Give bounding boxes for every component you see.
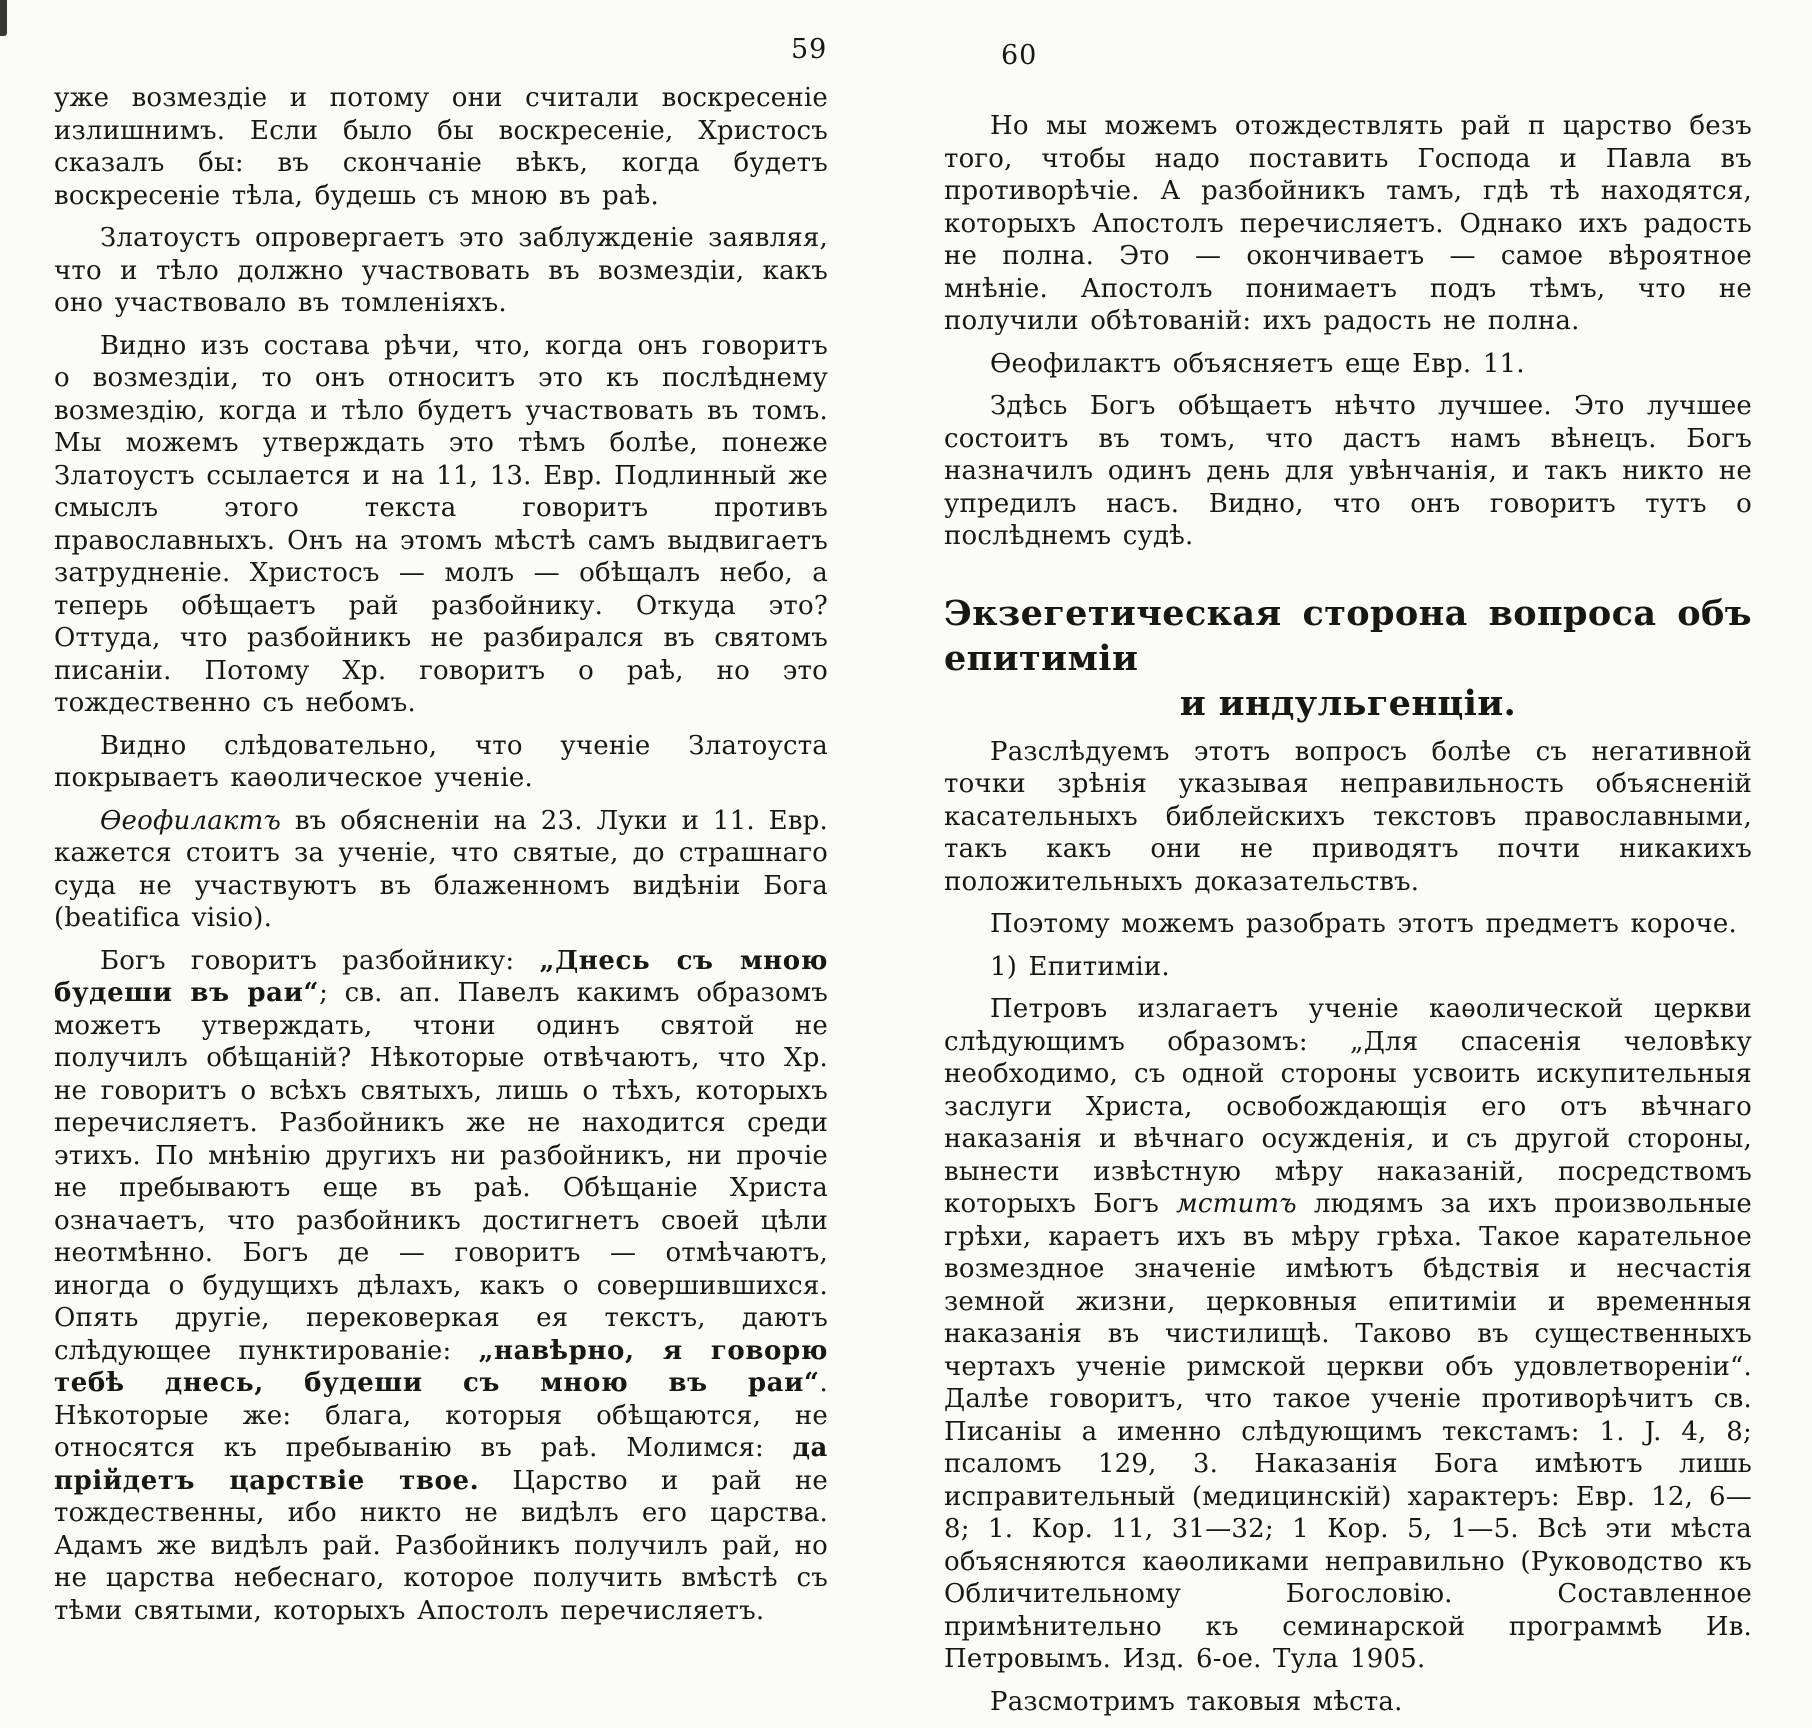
text-segment: . Нѣкоторые же: блага, которыя обѣщаются, не относятся къ пребыванію въ раѣ. Молимся:: [54, 1368, 828, 1463]
church-slavonic-quote: да прійдетъ царствіе твое.: [54, 1433, 828, 1496]
church-slavonic-quote: „Днесь съ мною будеши въ раи“: [54, 945, 828, 1008]
text-segment: Разсмотримъ таковыя мѣста.: [990, 1686, 1403, 1717]
page-number-60: 60: [1001, 40, 1038, 71]
paragraph: [54, 222, 828, 320]
section-heading-line-1: Экзегетическая сторона вопроса объ епитиміи: [944, 592, 1752, 679]
paragraph: [54, 945, 828, 1628]
text-segment: Царство и рай не тождественны, ибо никто не видѣлъ его царства. Адамъ же видѣлъ рай. Разбойникъ получилъ рай, но не царства небеснаго, которое получить вмѣстѣ съ тѣми святыми, которыхъ Апостолъ перечисляетъ.: [54, 1465, 828, 1626]
text-segment: уже возмездіе и потому они считали воскресеніе излишнимъ. Если было бы воскресеніе, Христосъ сказалъ бы: въ скончаніе вѣкъ, когда будетъ воскресеніе тѣла, будешь съ мною въ раѣ.: [54, 83, 828, 211]
scan-artifact-mark: [0, 0, 7, 36]
paragraph: [54, 805, 828, 935]
text-segment: ; св. ап. Павелъ какимъ образомъ можетъ утверждать, чтони одинъ святой не получилъ обѣщаній? Нѣкоторые отвѣчаютъ, что Хр. не говоритъ о всѣхъ святыхъ, лишь о тѣхъ, которыхъ перечисляетъ. Разбойникъ же не находится среди этихъ. По мнѣнію другихъ ни разбойникъ, ни прочіе не пребываютъ еще въ раѣ. Обѣщаніе Христа означаетъ, что разбойникъ достигнетъ своей цѣли неотмѣнно. Богъ де — говоритъ — отмѣчаютъ, иногда о будущихъ дѣлахъ, какъ о совершившихся. Опять другіе, перековеркая ея текстъ, даютъ слѣдующее пунктированіе:: [54, 978, 828, 1366]
text-segment: Петровъ излагаетъ ученіе каѳолической церкви слѣдующимъ образомъ: „Для спасенія человѣку необходимо, съ одной стороны усвоить искупительныя заслуги Христа, освобождающія его отъ вѣчнаго наказанія и вѣчнаго осужденія, и съ другой стороны, вынести извѣстную мѣру наказаній, посредствомъ которыхъ Богъ: [944, 994, 1752, 1219]
text-segment: Поэтому можемъ разобрать этотъ предметъ короче.: [990, 909, 1737, 939]
author-name-italic: Ѳеофилактъ: [100, 805, 282, 836]
italic-term: мститъ: [1176, 1189, 1297, 1219]
text-segment: людямъ за ихъ произвольные грѣхи, караетъ ихъ въ мѣру грѣха. Такое карательное возмездное значеніе имѣютъ бѣдствія и несчастія земной жизни, церковныя епитиміи и временныя наказанія въ чистилищѣ. Таково въ существенныхъ чертахъ ученіе римской церкви объ удовлетвореніи“. Далѣе говоритъ, что такое ученіе противорѣчитъ св. Писаніы а именно слѣдующимъ текстамъ: 1. J. 4, 8; псаломъ 129, 3. Наказанія Бога имѣютъ лишь исправительный (медицинскій) характеръ: Евр. 12, 6—8; 1. Кор. 11, 31—32; 1 Кор. 5, 1—5. Всѣ эти мѣста объясняются каѳоликами неправильно (Руководство къ Обличительному Богословію. Составленное примѣнительно къ семинарской программѣ Ив. Петровымъ. Изд. 6-ое. Тула 1905.: [944, 1189, 1752, 1674]
page-60-text-column: [944, 110, 1752, 1728]
text-segment: Видно слѣдовательно, что ученіе Златоуста покрываетъ каѳолическое ученіе.: [54, 730, 828, 793]
text-segment: Ѳеофилактъ объясняетъ еще Евр. 11.: [990, 348, 1525, 379]
page-59-text-column: [54, 82, 828, 1637]
text-segment: Видно изъ состава рѣчи, что, когда онъ говоритъ о возмездіи, то онъ относитъ это къ послѣднему возмездію, когда и тѣло будетъ участвовать въ томъ. Мы можемъ утверждать это тѣмъ болѣе, понеже Златоустъ ссылается и на 11, 13. Евр. Подлинный же смыслъ этого текста говоритъ противъ православныхъ. Онъ на этомъ мѣстѣ самъ выдвигаетъ затрудненіе. Христосъ — молъ — обѣщалъ небо, а теперь обѣщаетъ рай разбойнику. Откуда это? Оттуда, что разбойникъ не разбирался въ святомъ писаніи. Потому Хр. говоритъ о раѣ, но это тождественно съ небомъ.: [54, 330, 828, 718]
paragraph: [944, 110, 1752, 338]
paragraph: [944, 993, 1752, 1676]
paragraph: [944, 908, 1752, 941]
paragraph: [944, 736, 1752, 899]
paragraph: [54, 330, 828, 720]
text-segment: Здѣсь Богъ обѣщаетъ нѣчто лучшее. Это лучшее состоитъ въ томъ, что дастъ намъ вѣнецъ. Богъ назначилъ одинъ день для увѣнчанія, и такъ никто не упредилъ насъ. Видно, что онъ говоритъ тутъ о послѣднемъ судѣ.: [944, 391, 1752, 551]
paragraph: [944, 390, 1752, 553]
section-heading: [944, 591, 1752, 726]
paragraph: [944, 951, 1752, 984]
paragraph: [944, 1686, 1752, 1719]
page-number-59: 59: [791, 34, 828, 65]
paragraph: [944, 348, 1752, 381]
text-segment: Богъ говоритъ разбойнику:: [100, 945, 540, 976]
text-segment: 1) Епитиміи.: [990, 951, 1170, 982]
church-slavonic-quote: „навѣрно, я говорю тебѣ днесь, будеши съ мною въ раи“: [54, 1335, 828, 1398]
text-segment: Златоустъ опровергаетъ это заблужденіе заявляя, что и тѣло должно участвовать въ возмездіи, какъ оно участвовало въ томленіяхъ.: [54, 223, 828, 318]
section-heading-line-2: и индульгенціи.: [1179, 682, 1517, 724]
text-segment: Но мы можемъ отождествлять рай п царство безъ того, чтобы надо поставить Господа и Павла въ противорѣчіе. А разбойникъ тамъ, гдѣ тѣ находятся, которыхъ Апостолъ перечисляетъ. Однако ихъ радость не полна. Это — окончиваетъ — самое вѣроятное мнѣніе. Апостолъ понимаетъ подъ тѣмъ, что не получили обѣтованій: ихъ радость не полна.: [944, 111, 1752, 336]
paragraph: [54, 82, 828, 212]
paragraph: [54, 730, 828, 795]
text-segment: въ обясненіи на 23. Луки и 11. Евр. кажется стоитъ за ученіе, что святые, до страшнаго суда не участвуютъ въ блаженномъ видѣніи Бога (beatifica visio).: [54, 805, 828, 933]
text-segment: Разслѣдуемъ этотъ вопросъ болѣе съ негативной точки зрѣнія указывая неправильность объясненій касательныхъ библейскихъ текстовъ православными, такъ какъ они не приводятъ почти никакихъ положительныхъ доказательствъ.: [944, 736, 1752, 897]
